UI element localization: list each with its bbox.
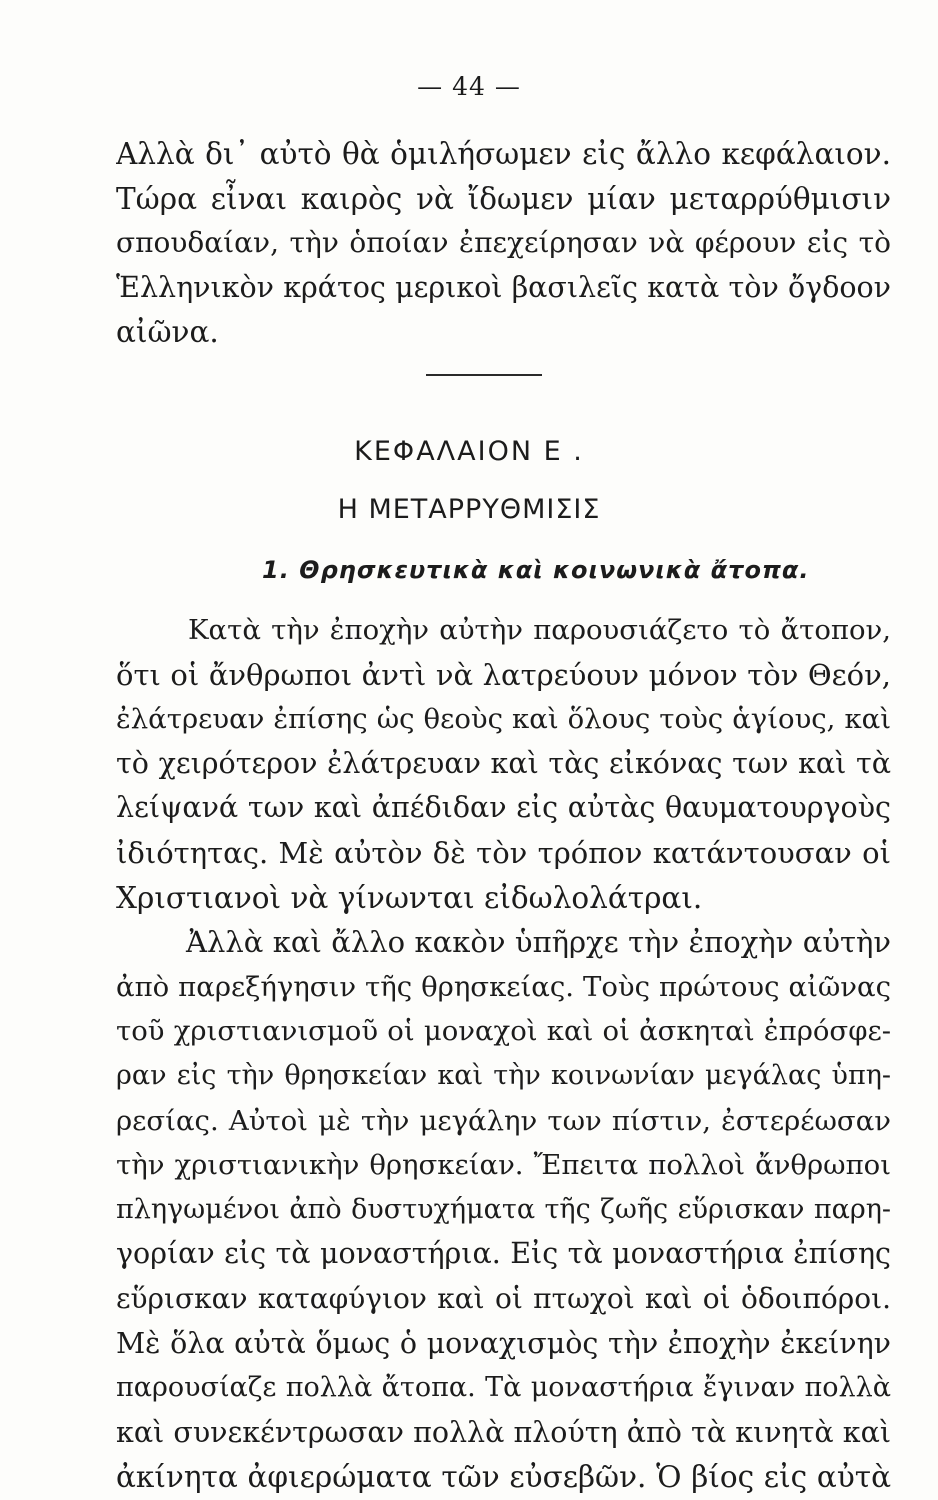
text-line: Αλλὰ δι᾽ αὐτὸ θὰ ὁμιλήσωμεν εἰς ἄλλο κεφάλαιον. <box>116 137 891 171</box>
text-line: ὅτι οἱ ἄνθρωποι ἀντὶ νὰ λατρεύουν μόνον τὸν Θεόν, <box>116 657 891 692</box>
text-line: γορίαν εἰς τὰ μοναστήρια. Εἰς τὰ μοναστήρια ἐπίσης <box>116 1237 891 1271</box>
text-line: αἰῶνα. <box>116 315 219 350</box>
text-line: ἀπὸ παρεξήγησιν τῆς θρησκείας. Τοὺς πρώτους αἰῶνας <box>116 970 891 1003</box>
text-line: σπουδαίαν, τὴν ὁποίαν ἐπεχείρησαν νὰ φέρουν εἰς τὸ <box>116 226 891 260</box>
section-divider <box>426 374 542 376</box>
chapter-title: Η ΜΕΤΑΡΡΥΘΜΙΣΙΣ <box>337 494 601 525</box>
text-line: τὴν χριστιανικὴν θρησκείαν. Ἔπειτα πολλοὶ ἄνθρωποι <box>116 1149 891 1182</box>
text-line: Κατὰ τὴν ἐποχὴν αὐτὴν παρουσιάζετο τὸ ἄτοπον, <box>188 614 891 646</box>
text-line: τὸ χειρότερον ἐλάτρευαν καὶ τὰς εἰκόνας των καὶ τὰ <box>116 746 891 780</box>
section-heading: 1. Θρησκευτικὰ καὶ κοινωνικὰ ἄτοπα. <box>262 556 810 584</box>
text-line: Ἀλλὰ καὶ ἄλλο κακὸν ὑπῆρχε τὴν ἐποχὴν αὐτὴν <box>186 925 891 960</box>
intro-paragraph <box>116 132 891 355</box>
text-line: ρεσίας. Αὐτοὶ μὲ τὴν μεγάλην των πίστιν, ἐστερέωσαν <box>116 1104 891 1137</box>
text-line: πληγωμένοι ἀπὸ δυστυχήματα τῆς ζωῆς εὕρισκαν παρη- <box>116 1193 891 1225</box>
body-text <box>116 608 891 1500</box>
chapter-label: ΚΕΦΑΛΑΙΟΝ Ε . <box>354 436 584 467</box>
page-number: — 44 — <box>417 72 521 101</box>
text-line: Τώρα εἶναι καιρὸς νὰ ἴδωμεν μίαν μεταρρύθμισιν <box>116 181 891 216</box>
text-line: Μὲ ὅλα αὐτὰ ὅμως ὁ μοναχισμὸς τὴν ἐποχὴν ἐκείνην <box>116 1326 891 1360</box>
text-line: ραν εἰς τὴν θρησκείαν καὶ τὴν κοινωνίαν μεγάλας ὑπη- <box>116 1059 891 1091</box>
text-line: τοῦ χριστιανισμοῦ οἱ μοναχοὶ καὶ οἱ ἀσκηταὶ ἐπρόσφε- <box>116 1015 891 1048</box>
text-line: λείψανά των καὶ ἀπέδιδαν εἰς αὐτὰς θαυματουργοὺς <box>116 791 891 825</box>
text-line: καὶ συνεκέντρωσαν πολλὰ πλούτη ἀπὸ τὰ κινητὰ καὶ <box>116 1415 891 1449</box>
text-line: παρουσίαζε πολλὰ ἄτοπα. Τὰ μοναστήρια ἔγιναν πολλὰ <box>116 1372 891 1404</box>
text-line: εὕρισκαν καταφύγιον καὶ οἱ πτωχοὶ καὶ οἱ ὁδοιπόροι. <box>116 1281 891 1315</box>
text-line: Ἑλληνικὸν κράτος μερικοὶ βασιλεῖς κατὰ τὸν ὄγδοον <box>116 270 891 304</box>
text-line: Χριστιανοὶ νὰ γίνωνται εἰδωλολάτραι. <box>116 880 703 915</box>
text-line: ἀκίνητα ἀφιερώματα τῶν εὐσεβῶν. Ὁ βίος εἰς αὐτὰ <box>116 1460 891 1495</box>
text-line: ἰδιότητας. Μὲ αὐτὸν δὲ τὸν τρόπον κατάντουσαν οἱ <box>116 835 891 870</box>
text-line: ἐλάτρευαν ἐπίσης ὡς θεοὺς καὶ ὅλους τοὺς ἁγίους, καὶ <box>116 703 891 736</box>
